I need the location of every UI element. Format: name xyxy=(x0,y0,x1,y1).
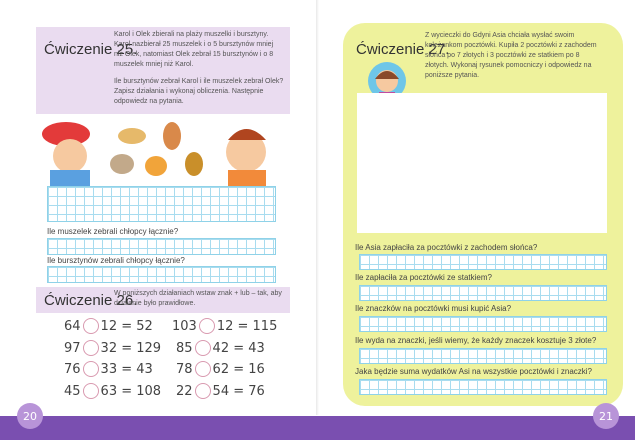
equation xyxy=(64,340,161,356)
exercise-25-box xyxy=(36,27,290,114)
answer-grid-27-4[interactable] xyxy=(359,348,607,364)
equation xyxy=(172,318,277,334)
question-25-1: Ile muszelek zebrali chłopcy łącznie? xyxy=(47,227,179,236)
equation-rest: 42 = 43 xyxy=(212,340,265,356)
answer-grid-25-2[interactable] xyxy=(47,266,276,283)
equation-rest: 32 = 129 xyxy=(100,340,162,356)
question-27-3: Ile znaczków na pocztówki musi kupić Asia? xyxy=(355,304,512,313)
sign-input[interactable] xyxy=(83,340,99,356)
operand: 76 xyxy=(64,361,81,377)
equation xyxy=(176,340,265,356)
exercise-27-title: Ćwiczenie 27. xyxy=(356,41,450,58)
exercise-25-title: Ćwiczenie 25. xyxy=(44,41,138,58)
illustration-boys-shells xyxy=(36,114,286,186)
page-number-right: 21 xyxy=(593,403,619,429)
equation xyxy=(64,383,161,399)
question-27-1: Ile Asia zapłaciła za pocztówki z zachodem słońca? xyxy=(355,243,538,252)
question-27-5: Jaka będzie suma wydatków Asi na wszystkie pocztówki i znaczki? xyxy=(355,367,592,376)
operand: 97 xyxy=(64,340,81,356)
equation xyxy=(176,383,265,399)
operand: 22 xyxy=(176,383,193,399)
operand: 85 xyxy=(176,340,193,356)
sign-input[interactable] xyxy=(195,361,211,377)
equation xyxy=(64,361,153,377)
question-27-4: Ile wyda na znaczki, jeśli wiemy, że każdy znaczek kosztuje 3 złote? xyxy=(355,336,597,345)
question-27-2: Ile zapłaciła za pocztówki ze statkiem? xyxy=(355,273,492,282)
equation-rest: 54 = 76 xyxy=(212,383,265,399)
sign-input[interactable] xyxy=(83,361,99,377)
equation-rest: 63 = 108 xyxy=(100,383,162,399)
equation xyxy=(176,361,265,377)
answer-grid-27-2[interactable] xyxy=(359,285,607,301)
exercise-27-box xyxy=(343,23,623,406)
operand: 64 xyxy=(64,318,81,334)
exercise-25-text: Karol i Olek zbierali na plaży muszelki i bursztyny. Karol nazbierał 25 muszelek i o 5 bursztynów mniej niż Olek, natomiast Olek zebrał 15 bursztynów i o 8 muszelek mniej niż Karol. xyxy=(114,31,274,68)
answer-grid-25[interactable] xyxy=(47,186,276,222)
sign-input[interactable] xyxy=(83,383,99,399)
operand: 78 xyxy=(176,361,193,377)
sign-input[interactable] xyxy=(195,383,211,399)
drawing-area[interactable] xyxy=(357,93,607,233)
page-gutter xyxy=(316,0,319,415)
equation-rest: 12 = 52 xyxy=(100,318,153,334)
sign-input[interactable] xyxy=(195,340,211,356)
exercise-26-title: Ćwiczenie 26. xyxy=(44,292,138,309)
equation xyxy=(64,318,153,334)
sign-input[interactable] xyxy=(83,318,99,334)
equations-grid xyxy=(64,318,294,408)
answer-grid-25-1[interactable] xyxy=(47,238,276,255)
answer-grid-27-5[interactable] xyxy=(359,379,607,395)
answer-grid-27-3[interactable] xyxy=(359,316,607,332)
footer-bar xyxy=(0,416,635,440)
question-25-2: Ile bursztynów zebrali chłopcy łącznie? xyxy=(47,256,185,265)
exercise-27-text: Z wycieczki do Gdyni Asia chciała wysłać swoim koleżankom pocztówki. Kupiła 2 pocztówki z zachodem słońca po 7 złotych i 3 pocztówki ze statkiem po 8 złotych. Wykonaj rysunek pomocniczy i odpowiedz na poniższe pytania. xyxy=(425,32,597,79)
operand: 103 xyxy=(172,318,197,334)
page-number-left: 20 xyxy=(17,403,43,429)
sign-input[interactable] xyxy=(199,318,215,334)
exercise-26-text: W poniższych działaniach wstaw znak + lub – tak, aby działanie było prawidłowe. xyxy=(114,290,282,307)
answer-grid-27-1[interactable] xyxy=(359,254,607,270)
equation-rest: 33 = 43 xyxy=(100,361,153,377)
equation-rest: 62 = 16 xyxy=(212,361,265,377)
equation-rest: 12 = 115 xyxy=(216,318,278,334)
operand: 45 xyxy=(64,383,81,399)
exercise-26-box xyxy=(36,287,290,313)
exercise-25-question: Ile bursztynów zebrał Karol i ile muszelek zebrał Olek? Zapisz działania i wykonaj obliczenia. Następnie odpowiedz na pytania. xyxy=(114,78,284,105)
boys-shells-icon xyxy=(36,114,286,186)
